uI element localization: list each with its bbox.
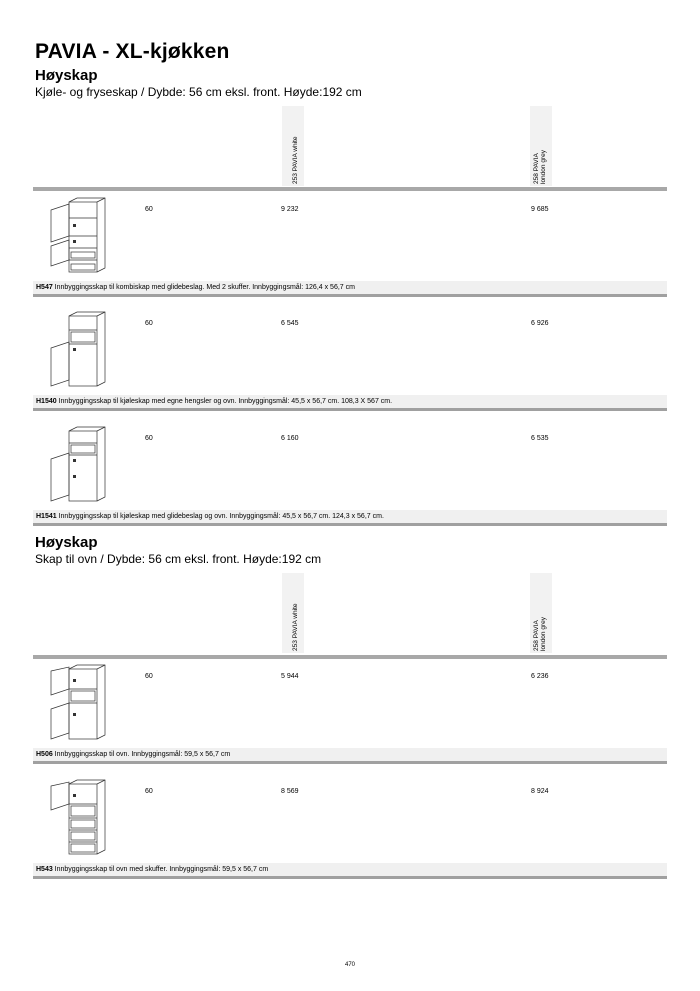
price-grey: 8 924 <box>531 788 549 795</box>
section-title: Høyskap <box>35 534 98 551</box>
oven-drawer-cabinet-icon <box>47 778 107 860</box>
row-rule <box>33 408 667 411</box>
column-header-grey-label <box>533 104 547 184</box>
price-grey: 9 685 <box>531 206 549 213</box>
price-white: 9 232 <box>281 206 299 213</box>
column-header-grey-line1: 258 PAVIA <box>533 620 540 651</box>
column-header-white-label: 253 PAVIA white <box>292 603 299 651</box>
column-header-grey-line2: london grey <box>540 150 547 184</box>
row-description <box>33 395 667 408</box>
row-description <box>33 863 667 876</box>
item-code: H543 <box>36 866 53 873</box>
page-title: PAVIA - XL-kjøkken <box>35 40 230 63</box>
row-description <box>33 281 667 294</box>
header-rule <box>33 187 667 191</box>
width-value: 60 <box>145 788 153 795</box>
row-rule <box>33 876 667 879</box>
item-code: H1540 <box>36 398 57 405</box>
price-white: 6 160 <box>281 435 299 442</box>
price-grey: 6 236 <box>531 673 549 680</box>
price-grey: 6 535 <box>531 435 549 442</box>
item-code: H547 <box>36 284 53 291</box>
row-rule <box>33 294 667 297</box>
item-text: Innbyggingsskap til kjøleskap med glidebeslag og ovn. Innbyggingsmål: 45,5 x 56,7 cm. 124,3 x 56,7 cm. <box>56 513 384 520</box>
column-header-grey-line2: london grey <box>540 617 547 651</box>
item-text: Innbyggingsskap til kombiskap med glidebeslag. Med 2 skuffer. Innbyggingsmål: 126,4 x 56,7 cm <box>52 284 355 291</box>
column-header-grey-label <box>533 571 547 651</box>
price-white: 6 545 <box>281 320 299 327</box>
column-header-grey <box>530 573 552 653</box>
item-text: Innbyggingsskap til kjøleskap med egne hengsler og ovn. Innbyggingsmål: 45,5 x 56,7 cm. 108,3 X 567 cm. <box>56 398 393 405</box>
column-header-white <box>282 106 304 186</box>
price-grey: 6 926 <box>531 320 549 327</box>
item-code: H1541 <box>36 513 57 520</box>
section-subtitle: Kjøle- og fryseskap / Dybde: 56 cm eksl. front. Høyde:192 cm <box>35 85 362 99</box>
section-subtitle: Skap til ovn / Dybde: 56 cm eksl. front. Høyde:192 cm <box>35 552 322 566</box>
width-value: 60 <box>145 320 153 327</box>
column-header-white-label: 253 PAVIA white <box>292 136 299 184</box>
fridge-oven-cabinet-icon <box>47 310 107 392</box>
row-rule <box>33 761 667 764</box>
row-description <box>33 748 667 761</box>
column-header-grey <box>530 106 552 186</box>
row-rule <box>33 523 667 526</box>
item-text: Innbyggingsskap til ovn. Innbyggingsmål: 59,5 x 56,7 cm <box>52 751 231 758</box>
width-value: 60 <box>145 435 153 442</box>
item-code: H506 <box>36 751 53 758</box>
oven-cabinet-icon <box>47 663 107 745</box>
section-title: Høyskap <box>35 67 98 84</box>
fridge-freezer-cabinet-icon <box>47 196 107 278</box>
header-rule <box>33 655 667 659</box>
page-number: 470 <box>344 962 355 968</box>
column-header-grey-line1: 258 PAVIA <box>533 153 540 184</box>
column-header-white <box>282 573 304 653</box>
width-value: 60 <box>145 206 153 213</box>
width-value: 60 <box>145 673 153 680</box>
fridge-oven-cabinet-icon <box>47 425 107 507</box>
row-description <box>33 510 667 523</box>
item-text: Innbyggingsskap til ovn med skuffer. Innbyggingsmål: 59,5 x 56,7 cm <box>52 866 269 873</box>
price-white: 8 569 <box>281 788 299 795</box>
price-white: 5 944 <box>281 673 299 680</box>
